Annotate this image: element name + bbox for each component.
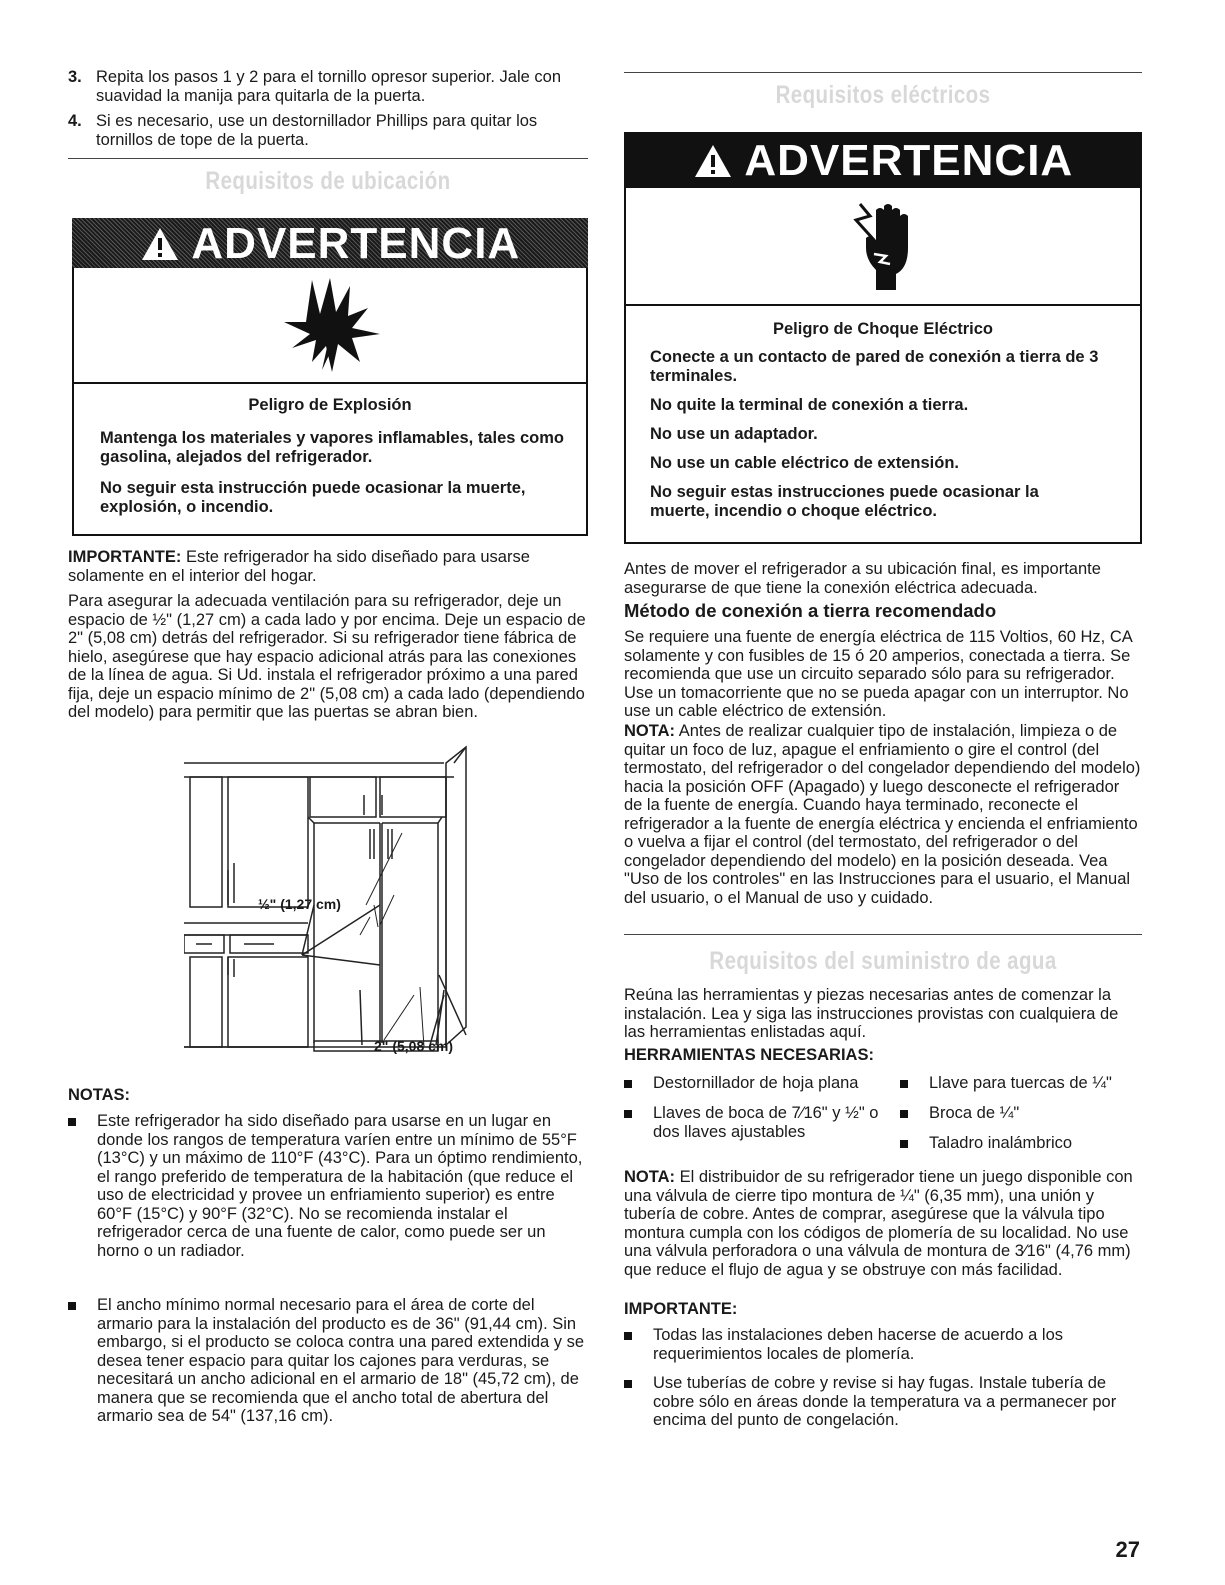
hazard-title: Peligro de Choque Eléctrico — [772, 320, 994, 338]
warning-body — [626, 320, 1140, 521]
explosion-icon-area — [74, 268, 586, 384]
step-text: Si es necesario, use un destornillador Phillips para quitar los tornillos de tope de la puerta. — [96, 112, 538, 149]
tool-text: Llaves de boca de 7⁄16" y ½" o dos llaves ajustables — [653, 1104, 879, 1141]
tool-text: Llave para tuercas de ¼" — [929, 1074, 1112, 1092]
step-number: 3. — [68, 68, 82, 86]
ventilation-paragraph: Para asegurar la adecuada ventilación para su refrigerador, deje un espacio de ½" (1,27 cm) a cada lado y por encima. Deje un espacio de 2" (5,08 cm) detrás del refrigerador. Si su refrigerador tiene fábrica de hielo, asegúrese que hay espacio adicional atrás para las conexiones de la línea de agua. Si Ud. instala el refrigerador próximo a una pared fija, deje un espacio mínimo de 2" (5,08 cm) a cada lado (dependiendo del modelo) para permitir que las puertas se abran bien. — [68, 592, 586, 721]
tool-item — [900, 1104, 1142, 1123]
electric-shock-icon — [840, 198, 920, 298]
warning-line: Mantenga los materiales y vapores inflamables, tales como gasolina, alejados del refrigerador. — [100, 429, 565, 466]
tool-item — [900, 1134, 1142, 1153]
warning-box-explosion — [72, 218, 588, 536]
warning-body — [74, 396, 586, 517]
bullet-icon — [624, 1380, 632, 1388]
section-divider — [68, 158, 588, 159]
warning-triangle-icon — [693, 136, 745, 185]
section-title-location: Requisitos de ubicación — [205, 167, 451, 195]
bullet-icon — [624, 1110, 632, 1118]
warning-line: Conecte a un contacto de pared de conexión a tierra de 3 terminales. — [650, 348, 1099, 385]
tool-item — [624, 1104, 886, 1141]
bullet-icon — [900, 1140, 908, 1148]
bullet-icon — [900, 1110, 908, 1118]
clearance-label-top: ½" (1,27 cm) — [258, 896, 341, 912]
clearance-figure — [184, 745, 544, 1057]
warning-header-text: ADVERTENCIA — [191, 219, 521, 268]
important-item-text: Use tuberías de cobre y revise si hay fugas. Instale tubería de cobre sólo en áreas donde la temperatura va a permanecer por encima del punto de congelación. — [653, 1374, 1117, 1429]
important-item — [624, 1374, 1142, 1430]
refrigerator-cabinet-diagram — [184, 745, 544, 1057]
important-text: Este refrigerador ha sido diseñado para usarse solamente en el interior del hogar. — [68, 548, 530, 585]
tool-item — [900, 1074, 1142, 1093]
notes-title: NOTAS: — [68, 1086, 131, 1104]
tools-title: HERRAMIENTAS NECESARIAS: — [624, 1046, 874, 1064]
bullet-icon — [624, 1332, 632, 1340]
bullet-icon — [900, 1080, 908, 1088]
warning-header-text: ADVERTENCIA — [744, 136, 1074, 185]
nota-label: NOTA: — [624, 722, 676, 740]
section-title-water: Requisitos del suministro de agua — [709, 947, 1057, 975]
method-paragraph: Se requiere una fuente de energía eléctrica de 115 Voltios, 60 Hz, CA solamente y con fusibles de 15 ó 20 amperios, conectada a tierra. Se recomienda que use un circuito separado sólo para su refrigerador. Use un tomacorriente que no se pueda apagar con un interruptor. No use un cable eléctrico de extensión. — [624, 628, 1132, 720]
note-item — [68, 1112, 588, 1260]
warning-line: No seguir estas instrucciones puede ocasionar la muerte, incendio o choque eléctrico. — [650, 483, 1039, 520]
tool-item — [624, 1074, 886, 1093]
section-divider — [624, 72, 1142, 73]
nota2-text: El distribuidor de su refrigerador tiene un juego disponible con una válvula de cierre tipo montura de ¼" (6,35 mm), una unión y tubería de cobre. Antes de comprar, asegúrese que la válvula tipo montura cumpla con los códigos de plomería de su localidad. No use una válvula perforadora o una válvula de montura de 3⁄16" (4,76 mm) que reduce el flujo de agua y se obstruye con más facilidad. — [624, 1168, 1133, 1279]
section-divider — [624, 934, 1142, 935]
hazard-title: Peligro de Explosión — [248, 396, 412, 414]
intro-paragraph: Antes de mover el refrigerador a su ubicación final, es importante asegurarse de que tiene la conexión eléctrica adecuada. — [624, 560, 1101, 597]
tool-text: Destornillador de hoja plana — [653, 1074, 859, 1092]
important-title: IMPORTANTE: — [624, 1300, 738, 1318]
electric-icon-area — [626, 188, 1140, 306]
warning-line: No use un adaptador. — [650, 425, 818, 443]
tool-text: Broca de ¼" — [929, 1104, 1020, 1122]
step-text: Repita los pasos 1 y 2 para el tornillo opresor superior. Jale con suavidad la manija para quitarla de la puerta. — [96, 68, 562, 105]
warning-line: No quite la terminal de conexión a tierra. — [650, 396, 969, 414]
important-item-text: Todas las instalaciones deben hacerse de acuerdo a los requerimientos locales de plomería. — [653, 1326, 1064, 1363]
warning-header — [624, 132, 1142, 188]
note-text: El ancho mínimo normal necesario para el área de corte del armario para la instalación del producto es de 36" (91,44 cm). Sin embargo, si el producto se coloca contra una pared extendida y se desea tener espacio para quitar los cajones para verduras, se necesitará un ancho adicional en el armario de 18" (45,72 cm), de manera que se recomienda que el ancho total de abertura del armario sea de 54" (137,16 cm). — [97, 1296, 585, 1425]
tool-text: Taladro inalámbrico — [929, 1134, 1073, 1152]
clearance-label-bottom: 2" (5,08 cm) — [374, 1038, 454, 1054]
warning-header — [72, 218, 588, 268]
step-number: 4. — [68, 112, 82, 130]
important-paragraph — [68, 548, 588, 585]
bullet-icon — [624, 1080, 632, 1088]
bullet-icon — [68, 1118, 76, 1126]
section-title-electrical: Requisitos eléctricos — [775, 81, 991, 109]
step-3 — [68, 68, 592, 105]
note-item — [68, 1296, 588, 1426]
explosion-icon — [272, 278, 392, 374]
method-title: Método de conexión a tierra recomendado — [624, 600, 997, 621]
step-4 — [68, 112, 592, 149]
warning-line: No seguir esta instrucción puede ocasionar la muerte, explosión, o incendio. — [100, 479, 526, 516]
water-intro-paragraph: Reúna las herramientas y piezas necesarias antes de comenzar la instalación. Lea y siga las instrucciones provistas con cualquiera de las herramientas enlistadas aquí. — [624, 986, 1119, 1041]
important-label: IMPORTANTE: — [68, 548, 182, 566]
warning-line: No use un cable eléctrico de extensión. — [650, 454, 960, 472]
note-text: Este refrigerador ha sido diseñado para usarse en un lugar en donde los rangos de temperatura varíen entre un mínimo de 55°F (13°C) y un máximo de 110°F (43°C). Para un óptimo rendimiento, el rango preferido de temperatura de la habitación (que reduce el uso de electricidad y provee un enfriamiento superior) es entre 60°F (15°C) y 90°F (32°C). No se recomienda instalar el refrigerador cerca de una fuente de calor, como puede ser un horno o un radiador. — [97, 1112, 583, 1260]
nota2-label: NOTA: — [624, 1168, 676, 1186]
page-number: 27 — [1115, 1537, 1140, 1562]
warning-triangle-icon — [140, 219, 192, 268]
nota-paragraph — [624, 722, 1142, 907]
bullet-icon — [68, 1302, 76, 1310]
warning-box-electric — [624, 132, 1142, 544]
nota2-paragraph — [624, 1168, 1142, 1279]
important-item — [624, 1326, 1142, 1363]
nota-text: Antes de realizar cualquier tipo de instalación, limpieza o de quitar un foco de luz, apague el enfriamiento o gire el control (del termostato, del refrigerador o del congelador dependiendo del modelo) hacia la posición OFF (Apagado) y luego desconecte el refrigerador de la fuente de energía. Cuando haya terminado, reconecte el refrigerador a la fuente de energía eléctrica y encienda el enfriamiento o vuelva a fijar el control (del termostato, del refrigerador o del congelador dependiendo del modelo) en la posición deseada. Vea "Uso de los controles" en las Instrucciones para el usuario, el Manual del usuario, o el Manual de uso y cuidado. — [624, 722, 1141, 907]
